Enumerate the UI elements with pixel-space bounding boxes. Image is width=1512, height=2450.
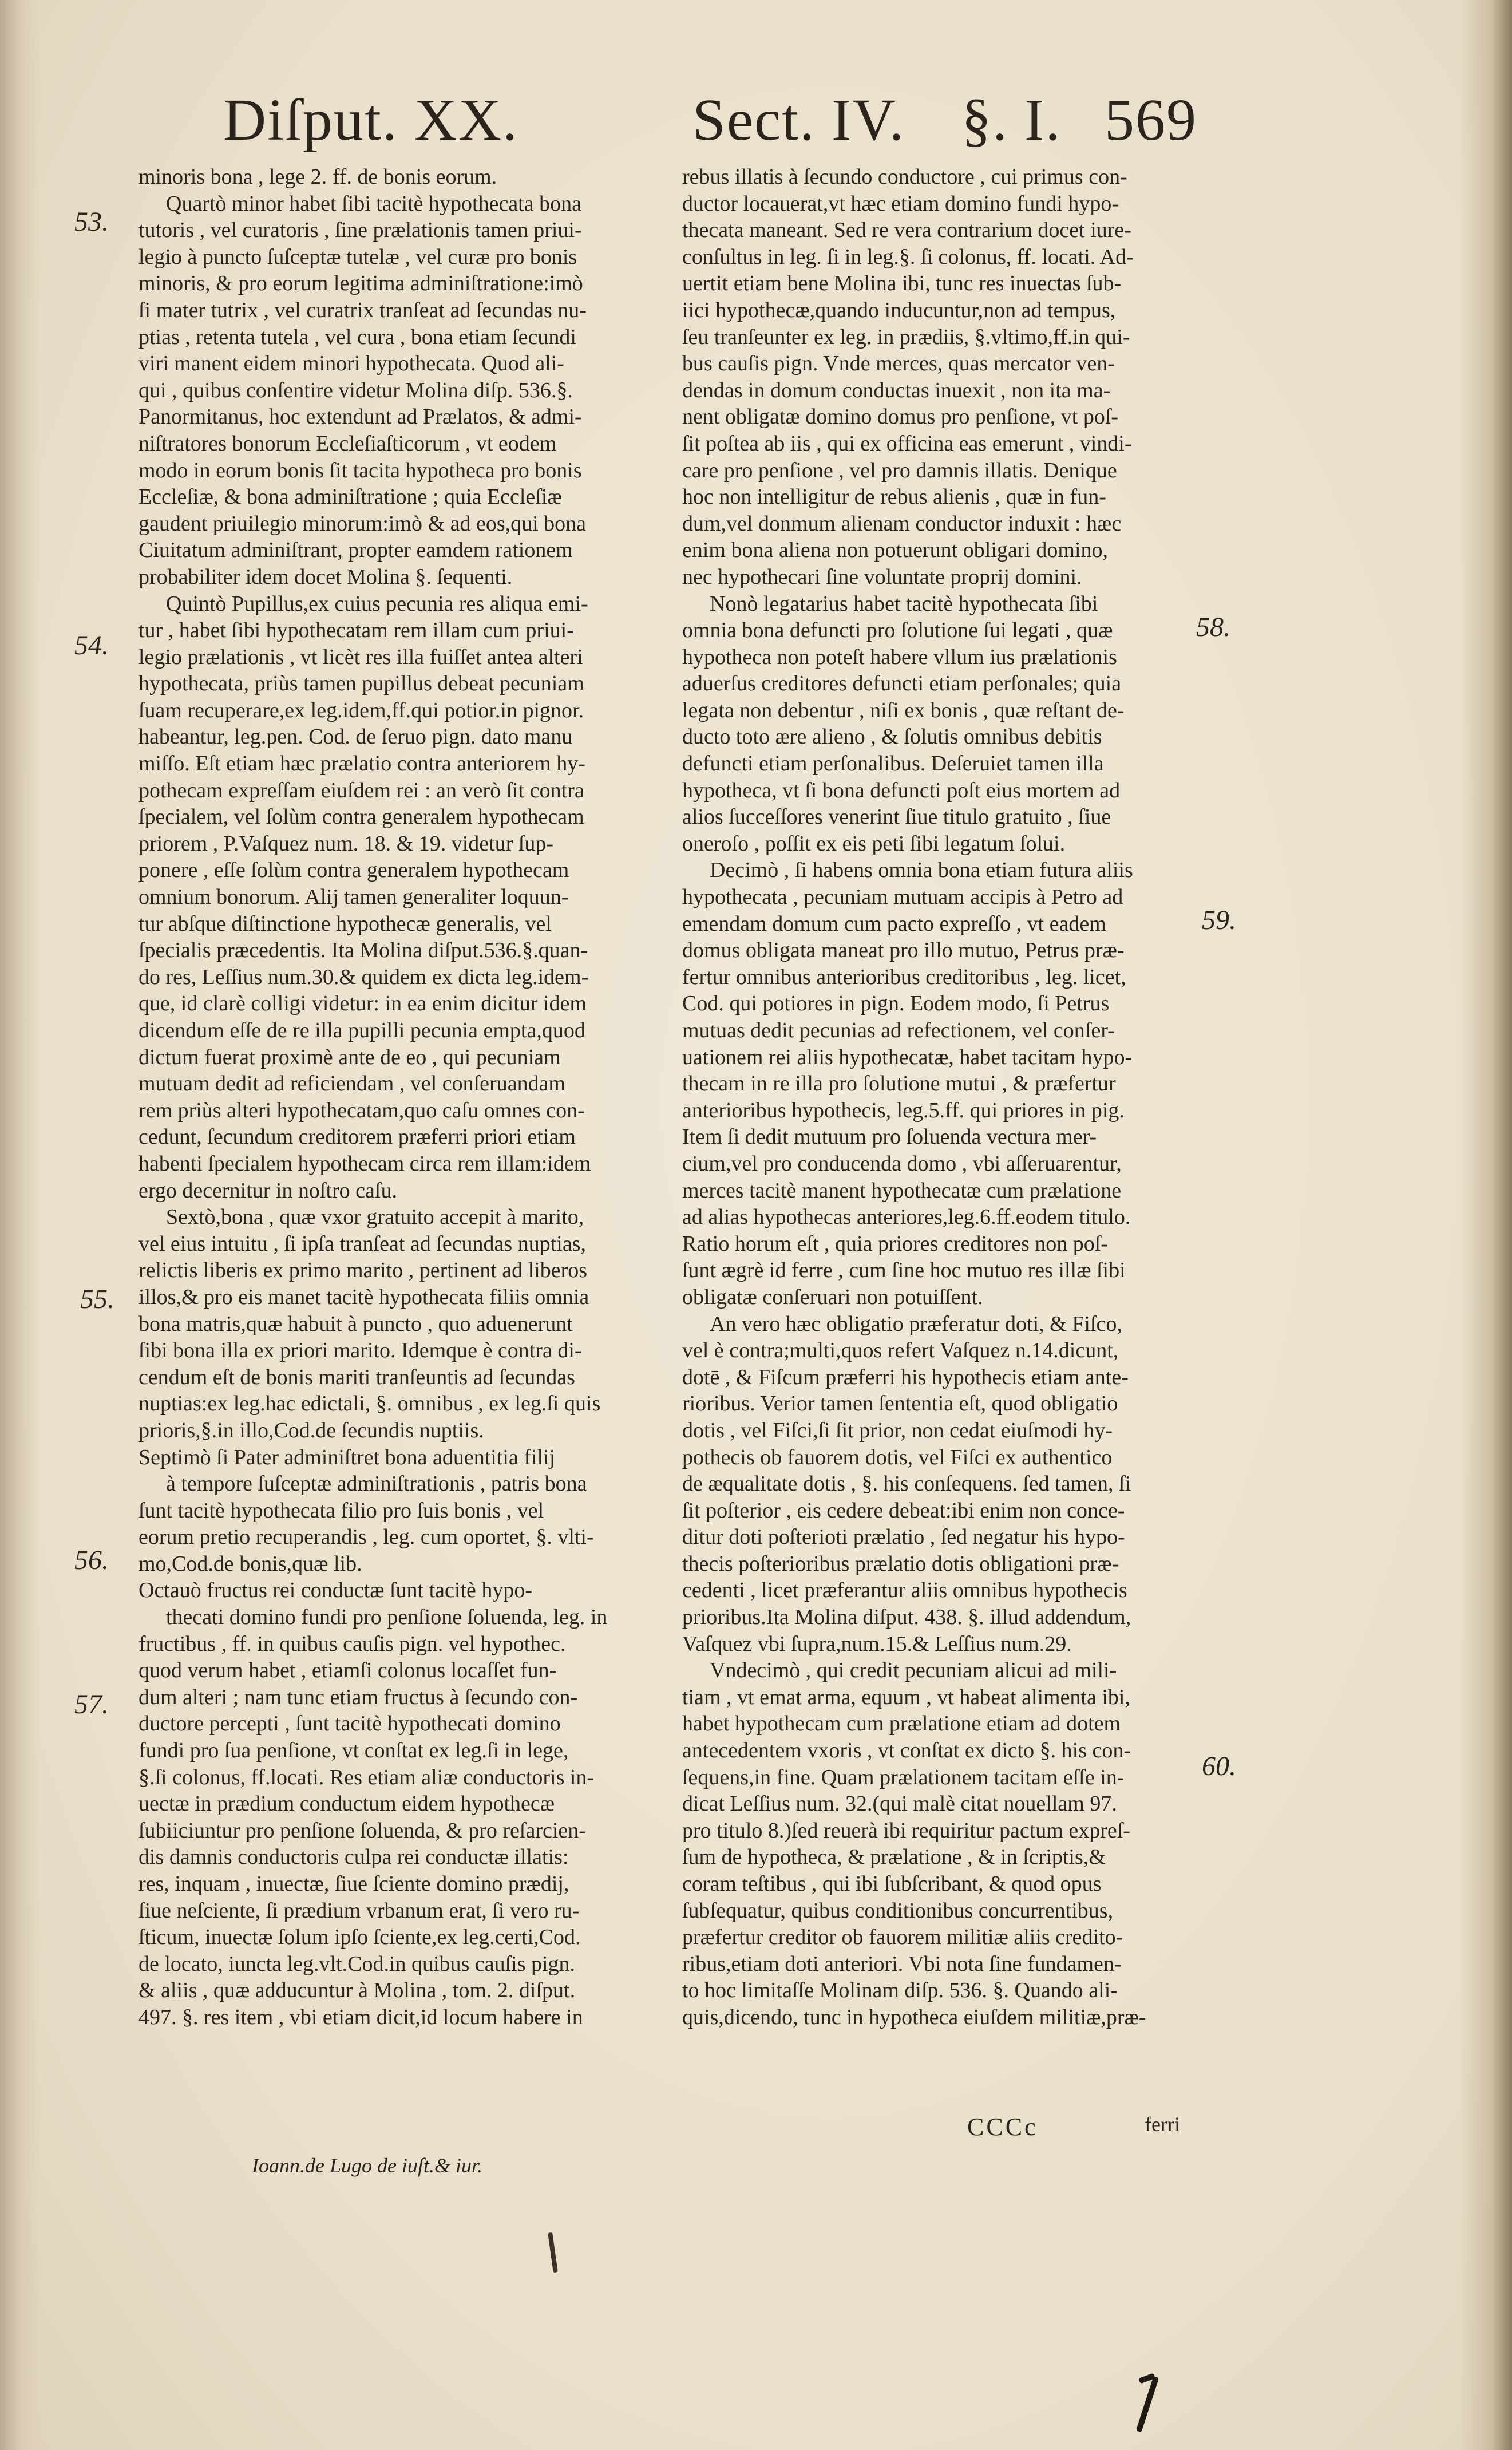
text-line: Ciuitatum adminiſtrant, propter eamdem rationem — [138, 538, 573, 563]
text-line: An vero hæc obligatio præferatur doti, & Fiſco, — [710, 1311, 1122, 1336]
text-line: rioribus. Verior tamen ſententia eſt, quod obligatio — [682, 1392, 1118, 1416]
text-line: hypothecata , pecuniam mutuam accipis à Petro ad — [682, 885, 1123, 910]
text-line: Septimò ſi Pater adminiſtret bona aduentitia filij — [138, 1445, 556, 1469]
text-line: ſum de hypotheca, & prælatione , & in ſcriptis,& — [682, 1845, 1106, 1870]
text-line: to hoc limitaſſe Molinam diſp. 536. §. Quando ali- — [682, 1978, 1118, 2003]
text-line: tur , habet ſibi hypothecatam rem illam cum priui- — [138, 618, 574, 643]
text-line: ductor locauerat,vt hæc etiam domino fundi hypo- — [682, 191, 1119, 216]
text-line: hoc non intelligitur de rebus alienis , quæ in fun- — [682, 485, 1106, 509]
text-line: legata non debentur , niſi ex bonis , quæ reſtant de- — [682, 698, 1125, 722]
margin-number-57: 57. — [74, 1689, 109, 1720]
text-line: tur abſque diſtinctione hypothecæ generalis, vel — [138, 911, 552, 936]
text-line: modo in eorum bonis ſit tacita hypotheca pro bonis — [138, 458, 582, 483]
text-line: thecam in re illa pro ſolutione mutui , & præfertur — [682, 1072, 1116, 1096]
text-line: aduerſus creditores defuncti etiam perſonales; quia — [682, 671, 1122, 696]
text-line: dum,vel donmum alienam conductor induxit : hæc — [682, 511, 1122, 536]
text-line: de æqualitate dotis , §. his conſequens. ſed tamen, ſi — [682, 1472, 1131, 1496]
text-line: vel è contra;multi,quos refert Vaſquez n.14.dicunt, — [682, 1338, 1119, 1363]
text-line: minoris, & pro eorum legitima adminiſtratione:imò — [138, 271, 583, 296]
text-line: domus obligata maneat pro illo mutuo, Petrus præ- — [682, 938, 1125, 963]
text-line: oneroſo , poſſit ex eis peti ſibi legatum ſolui. — [682, 831, 1066, 856]
margin-number-53: 53. — [74, 207, 109, 237]
text-line: ductore percepti , ſunt tacitè hypothecati domino — [138, 1712, 561, 1736]
text-line: hypotheca non poteſt habere vllum ius prælationis — [682, 645, 1117, 669]
text-line: gaudent priuilegio minorum:imò & ad eos,qui bona — [138, 511, 587, 536]
text-line: ſticum, inuectæ ſolum ipſo ſciente,ex leg.certi,Cod. — [138, 1925, 581, 1950]
running-head — [223, 86, 1236, 160]
running-head-section: Sect. IV. — [692, 87, 905, 153]
text-line: Ratio horum eſt , quia priores creditores non poſ- — [682, 1231, 1108, 1256]
margin-number-54: 54. — [74, 630, 109, 661]
text-line: enim bona aliena non potuerunt obligari domino, — [682, 538, 1109, 563]
text-line: fundi pro ſua penſione, vt conſtat ex leg.ſi in lege, — [138, 1738, 569, 1763]
text-line: thecis poſterioribus prælatio dotis obligationi præ- — [682, 1551, 1119, 1576]
text-line: Panormitanus, hoc extendunt ad Prælatos, & admi- — [138, 405, 582, 429]
text-line: mutuam dedit ad reficiendam , vel conſeruandam — [138, 1072, 565, 1096]
text-line: care pro penſione , vel pro damnis illatis. Denique — [682, 458, 1117, 483]
text-line: thecata maneant. Sed re vera contrarium docet iure- — [682, 218, 1131, 243]
text-line: coram teſtibus , qui ibi ſubſcribant, & quod opus — [682, 1872, 1102, 1896]
text-line: ſubiiciuntur pro penſione ſoluenda, & pro reſarcien- — [138, 1818, 586, 1843]
text-line: miſſo. Eſt etiam hæc prælatio contra anteriorem hy- — [138, 752, 585, 776]
text-line: hypothecata, priùs tamen pupillus debeat pecuniam — [138, 671, 584, 696]
spine-shadow — [0, 0, 40, 2450]
text-line: Quintò Pupillus,ex cuius pecunia res aliqua emi- — [166, 591, 588, 616]
ink-mark — [548, 2232, 558, 2273]
text-line: ſpecialis præcedentis. Ita Molina diſput.536.§.quan- — [138, 938, 588, 963]
text-line: §.ſi colonus, ff.locati. Res etiam aliæ conductoris in- — [138, 1765, 595, 1789]
text-line: ſit poſterior , eis cedere debeat:ibi enim non conce- — [682, 1498, 1125, 1523]
text-line: dis damnis conductoris culpa rei conductæ illatis: — [138, 1845, 569, 1870]
text-line: eorum pretio recuperandis , leg. cum oportet, §. vlti- — [138, 1525, 594, 1550]
text-line: ſi mater tutrix , vel curatrix tranſeat ad ſecundas nu- — [138, 298, 587, 322]
text-line: do res, Leſſius num.30.& quidem ex dicta leg.idem- — [138, 965, 589, 989]
text-line: habeantur, leg.pen. Cod. de ſeruo pign. dato manu — [138, 725, 573, 749]
text-line: omnium bonorum. Alij tamen generaliter loquun- — [138, 885, 569, 910]
text-line: pothecis ob fauorem dotis, vel Fiſci ex authentico — [682, 1445, 1113, 1469]
catchword-right: ferri — [1145, 2113, 1180, 2136]
right-column — [682, 164, 1186, 2031]
text-line: pro titulo 8.)ſed reuerà ibi requiritur pactum expreſ- — [682, 1818, 1130, 1843]
text-line: hypotheca, vt ſi bona defuncti poſt eius mortem ad — [682, 778, 1121, 803]
text-line: cedenti , licet præferantur aliis omnibus hypothecis — [682, 1578, 1127, 1603]
text-line: dictum fuerat proximè ante de eo , qui pecuniam — [138, 1045, 561, 1069]
text-line: nent obligatæ domino domus pro penſione, vt poſ- — [682, 405, 1119, 429]
text-line: dicendum eſſe de re illa pupilli pecunia empta,quod — [138, 1018, 585, 1042]
text-line: dotē , & Fiſcum præferri his hypothecis etiam ante- — [682, 1365, 1129, 1389]
page-edge — [1459, 0, 1512, 2450]
text-line: viri manent eidem minori hypothecata. Quod ali- — [138, 351, 564, 376]
text-line: ſunt ægrè id ferre , cum ſine hoc mutuo res illæ ſibi — [682, 1258, 1126, 1283]
text-line: uertit etiam bene Molina ibi, tunc res inuectas ſub- — [682, 271, 1122, 296]
text-line: legio à puncto ſuſceptæ tutelæ , vel curæ pro bonis — [138, 244, 577, 269]
text-line: ſequens,in fine. Quam prælationem tacitam eſſe in- — [682, 1765, 1125, 1789]
text-line: legio prælationis , vt licèt res illa fuiſſet antea alteri — [138, 645, 583, 669]
text-line: 497. §. res item , vbi etiam dicit,id locum habere in — [138, 2005, 583, 2029]
text-line: vel eius intuitu , ſi ipſa tranſeat ad ſecundas nuptias, — [138, 1231, 586, 1256]
text-line: ſubſequatur, quibus conditionibus concurrentibus, — [682, 1898, 1114, 1923]
text-line: cium,vel pro conducenda domo , vbi aſſeruarentur, — [682, 1151, 1122, 1176]
text-line: ptias , retenta tutela , vel cura , bona etiam ſecundi — [138, 325, 576, 349]
text-line: Sextò,bona , quæ vxor gratuito accepit à marito, — [166, 1205, 584, 1230]
left-column — [138, 164, 641, 2031]
text-line: uectæ in prædium conductum eidem hypothecæ — [138, 1792, 555, 1816]
text-line: habet hypothecam cum prælatione etiam ad dotem — [682, 1712, 1121, 1736]
text-line: & aliis , quæ adducuntur à Molina , tom. 2. diſput. — [138, 1978, 576, 2003]
margin-number-58: 58. — [1196, 612, 1230, 642]
text-line: omnia bona defuncti pro ſolutione ſui legati , quæ — [682, 618, 1113, 643]
text-line: cendum eſt de bonis mariti tranſeuntis ad ſecundas — [138, 1365, 575, 1389]
text-line: quis,dicendo, tunc in hypotheca eiuſdem militiæ,præ- — [682, 2005, 1146, 2029]
text-line: prioribus.Ita Molina diſput. 438. §. illud addendum, — [682, 1605, 1131, 1630]
text-line: Quartò minor habet ſibi tacitè hypothecata bona — [166, 191, 581, 216]
page-number: 569 — [1105, 87, 1197, 153]
text-line: ergo decernitur in noſtro caſu. — [138, 1178, 397, 1203]
text-line: Nonò legatarius habet tacitè hypothecata ſibi — [710, 591, 1098, 616]
text-line: dum alteri ; nam tunc etiam fructus à ſecundo con- — [138, 1685, 578, 1709]
text-line: uationem rei aliis hypothecatæ, habet tacitam hypo- — [682, 1045, 1133, 1069]
text-line: pothecam expreſſam eiuſdem rei : an verò ſit contra — [138, 778, 584, 803]
text-line: res, inquam , inuectæ, ſiue ſciente domino prædij, — [138, 1872, 569, 1896]
text-line: ſit poſtea ab iis , qui ex officina eas emerunt , vindi- — [682, 431, 1132, 456]
text-line: nuptias:ex leg.hac edictali, §. omnibus , ex leg.ſi quis — [138, 1392, 601, 1416]
text-line: mo,Cod.de bonis,quæ lib. — [138, 1551, 362, 1576]
text-line: alios ſucceſſores venerint ſiue titulo gratuito , ſiue — [682, 805, 1111, 829]
text-line: ſiue neſciente, ſi prædium vrbanum erat, ſi vero ru- — [138, 1898, 580, 1923]
text-line: rebus illatis à ſecundo conductore , cui primus con- — [682, 165, 1127, 189]
catchword-left: Ioann.de Lugo de iuſt.& iur. — [252, 2154, 482, 2177]
margin-number-59: 59. — [1202, 905, 1236, 935]
text-line: tiam , vt emat arma, equum , vt habeat alimenta ibi, — [682, 1685, 1130, 1709]
text-line: merces tacitè manent hypothecatæ cum prælatione — [682, 1178, 1122, 1203]
text-line: ponere , eſſe ſolùm contra generalem hypothecam — [138, 858, 569, 883]
text-line: fertur omnibus anterioribus creditoribus , leg. licet, — [682, 965, 1126, 989]
text-line: ſpecialem, vel ſolùm contra generalem hypothecam — [138, 805, 584, 829]
text-line: bona matris,quæ habuit à puncto , quo aduenerunt — [138, 1311, 573, 1336]
text-line: anterioribus hypothecis, leg.5.ff. qui priores in pig. — [682, 1098, 1125, 1123]
text-line: tutoris , vel curatoris , ſine prælationis tamen priui- — [138, 218, 582, 243]
text-line: dendas in domum conductas inuexit , non ita ma- — [682, 378, 1111, 402]
running-head-disputation: Diſput. XX. — [223, 87, 518, 153]
text-line: ditur doti poſterioti prælatio , ſed negatur his hypo- — [682, 1525, 1125, 1550]
margin-number-60: 60. — [1202, 1751, 1236, 1781]
signature-mark: CCCc — [967, 2113, 1038, 2141]
text-line: Cod. qui potiores in pign. Eodem modo, ſi Petrus — [682, 991, 1110, 1016]
running-head-paragraph: §. I. — [961, 87, 1062, 153]
ink-mark — [1136, 2376, 1159, 2432]
text-line: ribus,etiam doti anteriori. Vbi nota ſine fundamen- — [682, 1951, 1122, 1976]
text-line: relictis liberis ex primo marito , pertinent ad liberos — [138, 1258, 588, 1283]
text-line: minoris bona , lege 2. ff. de bonis eorum. — [138, 165, 497, 189]
text-line: illos,& pro eis manet tacitè hypothecata filiis omnia — [138, 1285, 589, 1309]
text-line: à tempore ſuſceptæ adminiſtrationis , patris bona — [166, 1472, 587, 1496]
text-line: emendam domum cum pacto expreſſo , vt eadem — [682, 911, 1106, 936]
text-line: niſtratores bonorum Eccleſiaſticorum , vt eodem — [138, 431, 557, 456]
text-line: bus cauſis pign. Vnde merces, quas mercator ven- — [682, 351, 1115, 376]
text-line: quod verum habet , etiamſi colonus locaſſet fun- — [138, 1658, 557, 1683]
text-line: ad alias hypothecas anteriores,leg.6.ff.eodem titulo. — [682, 1205, 1131, 1230]
text-line: de locato, iuncta leg.vlt.Cod.in quibus cauſis pign. — [138, 1951, 576, 1976]
text-line: Decimò , ſi habens omnia bona etiam futura aliis — [710, 858, 1133, 883]
text-line: mutuas dedit pecunias ad refectionem, vel conſer- — [682, 1018, 1115, 1042]
text-line: habenti ſpecialem hypothecam circa rem illam:idem — [138, 1151, 591, 1176]
text-line: Octauò fructus rei conductæ ſunt tacitè hypo- — [138, 1578, 533, 1603]
text-line: ducto toto ære alieno , & ſolutis omnibus debitis — [682, 725, 1102, 749]
text-line: conſultus in leg. ſi in leg.§. ſi colonus, ff. locati. Ad- — [682, 244, 1134, 269]
text-line: Vndecimò , qui credit pecuniam alicui ad mili- — [710, 1658, 1117, 1683]
text-line: ſuam recuperare,ex leg.idem,ff.qui potior.in pignor. — [138, 698, 584, 722]
text-line: priorem , P.Vaſquez num. 18. & 19. videtur ſup- — [138, 831, 554, 856]
text-line: fructibus , ff. in quibus cauſis pign. vel hypothec. — [138, 1631, 566, 1656]
text-line: ſeu tranſeunter ex leg. in prædiis, §.vltimo,ff.in qui- — [682, 325, 1130, 349]
text-line: probabiliter idem docet Molina §. ſequenti. — [138, 564, 513, 589]
text-line: antecedentem vxoris , vt conſtat ex dicto §. his con- — [682, 1738, 1131, 1763]
margin-number-55: 55. — [80, 1284, 114, 1314]
text-line: dicat Leſſius num. 32.(qui malè citat nouellam 97. — [682, 1792, 1117, 1816]
text-line: iici hypothecæ,quando inducuntur,non ad tempus, — [682, 298, 1116, 322]
margin-number-56: 56. — [74, 1545, 109, 1575]
text-line: Item ſi dedit mutuum pro ſoluenda vectura mer- — [682, 1125, 1097, 1149]
text-line: que, id clarè colligi videtur: in ea enim dicitur idem — [138, 991, 587, 1016]
text-line: rem priùs alteri hypothecatam,quo caſu omnes con- — [138, 1098, 585, 1123]
text-line: ſibi bona illa ex priori marito. Idemque è contra di- — [138, 1338, 582, 1363]
text-line: ſunt tacitè hypothecata filio pro ſuis bonis , vel — [138, 1498, 544, 1523]
text-line: cedunt, ſecundum creditorem præferri priori etiam — [138, 1125, 576, 1149]
text-line: thecati domino fundi pro penſione ſoluenda, leg. in — [166, 1605, 608, 1630]
text-line: prioris,§.in illo,Cod.de ſecundis nuptiis. — [138, 1418, 484, 1443]
text-line: Eccleſiæ, & bona adminiſtratione ; quia Eccleſiæ — [138, 485, 562, 509]
text-line: Vaſquez vbi ſupra,num.15.& Leſſius num.29. — [682, 1631, 1072, 1656]
text-line: qui , quibus conſentire videtur Molina diſp. 536.§. — [138, 378, 573, 402]
text-line: obligatæ conſeruari non potuiſſent. — [682, 1285, 983, 1309]
text-line: defuncti etiam perſonalibus. Deſeruiet tamen illa — [682, 752, 1104, 776]
text-line: dotis , vel Fiſci,ſi ſit prior, non cedat eiuſmodi hy- — [682, 1418, 1113, 1443]
text-line: nec hypothecari ſine voluntate proprij domini. — [682, 564, 1082, 589]
text-line: præfertur creditor ob fauorem militiæ aliis credito- — [682, 1925, 1123, 1950]
